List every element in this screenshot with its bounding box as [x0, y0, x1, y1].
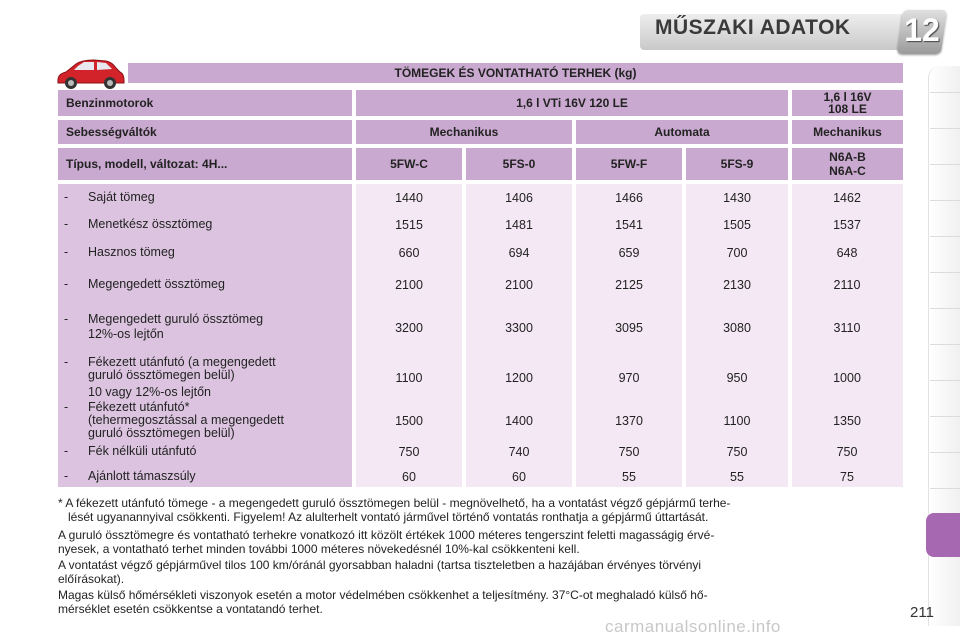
- row-dash: -: [64, 444, 69, 458]
- type-col-5-line2: N6A-C: [829, 164, 866, 178]
- page-title: MŰSZAKI ADATOK: [655, 16, 851, 39]
- chapter-tab[interactable]: [930, 236, 960, 257]
- table-cell: 750: [618, 445, 640, 459]
- row-label-2: (tehermegosztással a megengedett: [88, 413, 284, 427]
- table-cell: 1000: [833, 371, 861, 385]
- table-cell: 2100: [395, 278, 423, 292]
- row-dash: -: [64, 190, 69, 204]
- row-label-2: guruló össztömegen belül): [88, 368, 235, 382]
- type-label: Típus, modell, változat: 4H...: [58, 148, 352, 180]
- table-cell: 1100: [395, 371, 423, 385]
- table-cell: 2125: [615, 278, 643, 292]
- chapter-number: 12: [904, 12, 940, 48]
- row-label: Ajánlott támaszsúly: [88, 469, 196, 483]
- footnote-line: * A fékezett utánfutó tömege - a megengedett guruló össztömegen belül - megnövelhető, ha a vontatást végző gépjármű terhe-: [58, 496, 731, 510]
- row-label-3: guruló össztömegen belül): [88, 426, 235, 440]
- chapter-tab[interactable]: [930, 200, 960, 221]
- type-col-4: 5FS-9: [686, 148, 788, 180]
- table-title: TÖMEGEK ÉS VONTATHATÓ TERHEK (kg): [128, 63, 903, 83]
- chapter-tab-active[interactable]: [926, 513, 960, 557]
- table-cell: 1370: [615, 414, 643, 428]
- note-line: A vontatást végző gépjárművel tilos 100 km/óránál gyorsabban haladni (tartsa tiszteletben a hazájában érvényes törvényi: [58, 558, 702, 572]
- table-cell: 1541: [615, 218, 643, 232]
- table-cell: 659: [618, 246, 640, 260]
- table-cell: 750: [398, 445, 420, 459]
- table-cell: 60: [512, 470, 526, 484]
- table-cell: 3110: [833, 321, 861, 335]
- table-cell: 648: [836, 246, 858, 260]
- table-cell: 1200: [505, 371, 533, 385]
- table-cell: 75: [840, 470, 854, 484]
- note-line: nyesek, a vontatható terhet minden további 1000 méteres növekedésnél 10%-kal csökkenteni kell.: [58, 542, 580, 556]
- table-cell: 3200: [395, 321, 423, 335]
- chapter-tab[interactable]: [930, 380, 960, 401]
- table-cell: 55: [730, 470, 744, 484]
- table-cell: 750: [726, 445, 748, 459]
- table-cell: 1515: [395, 218, 423, 232]
- chapter-tab[interactable]: [930, 344, 960, 365]
- engine-alt-line2: 108 LE: [828, 102, 867, 116]
- row-dash: -: [64, 400, 69, 414]
- footnote-star: [58, 496, 903, 524]
- page-number: 211: [910, 604, 934, 621]
- note-paragraph-1: [58, 528, 903, 556]
- engine-alt-line1: 1,6 l 16V: [823, 90, 872, 104]
- table-cell: 1400: [505, 414, 533, 428]
- table-cell: 740: [508, 445, 530, 459]
- row-label: Menetkész össztömeg: [88, 217, 213, 231]
- engine-alt: [792, 90, 903, 116]
- row-label: Fék nélküli utánfutó: [88, 444, 197, 458]
- row-label: Megengedett guruló össztömeg: [88, 312, 264, 326]
- note-paragraph-3: [58, 588, 903, 616]
- chapter-tab[interactable]: [930, 128, 960, 149]
- table-cell: 60: [402, 470, 416, 484]
- table-cell: 970: [618, 371, 640, 385]
- chapter-tab[interactable]: [930, 272, 960, 293]
- row-label: Fékezett utánfutó*: [88, 400, 190, 414]
- type-col-1: 5FW-C: [356, 148, 462, 180]
- type-col-3: 5FW-F: [576, 148, 682, 180]
- footnote-line: lését ugyanannyival csökkenti. Figyelem! Az alulterhelt vontató járművel történő vontatás ronthatja a gépjármű úttartását.: [68, 510, 709, 524]
- table-cell: 1100: [723, 414, 751, 428]
- row-dash: -: [64, 469, 69, 483]
- table-cell: 2100: [505, 278, 533, 292]
- table-cell: 1406: [505, 191, 533, 205]
- row-label: Hasznos tömeg: [88, 245, 175, 259]
- chapter-tab[interactable]: [930, 416, 960, 437]
- chapter-tab[interactable]: [930, 164, 960, 185]
- table-cell: 3080: [723, 321, 751, 335]
- row-label: Megengedett össztömeg: [88, 277, 225, 291]
- chapter-tab[interactable]: [930, 488, 960, 509]
- type-col-5-line1: N6A-B: [829, 150, 866, 164]
- row-dash: -: [64, 217, 69, 231]
- table-cell: 3300: [505, 321, 533, 335]
- table-cell: 2110: [833, 278, 861, 292]
- watermark: carmanualsonline.info: [605, 617, 781, 636]
- gearbox-manual-2: Mechanikus: [792, 120, 903, 144]
- row-label: Fékezett utánfutó (a megengedett: [88, 355, 276, 369]
- note-line: A guruló össztömegre és vontatható terhekre vonatkozó itt közölt értékek 1000 méteres tengerszint feletti magasságig érvé-: [58, 528, 715, 542]
- table-cell: 1537: [833, 218, 861, 232]
- type-col-5: [792, 148, 903, 180]
- gearbox-auto: Automata: [576, 120, 788, 144]
- note-line: Magas külső hőmérsékleti viszonyok esetén a motor védelmében csökkenhet a teljesítmény. 37°C-ot meghaladó külső hő-: [58, 588, 708, 602]
- engine-main: 1,6 l VTi 16V 120 LE: [356, 90, 788, 116]
- table-cell: 3095: [615, 321, 643, 335]
- row-dash: -: [64, 355, 69, 369]
- table-cell: 660: [398, 246, 420, 260]
- table-cell: 1466: [615, 191, 643, 205]
- table-cell: 750: [836, 445, 858, 459]
- row-dash: -: [64, 277, 69, 291]
- table-cell: 2130: [723, 278, 751, 292]
- row-dash: -: [64, 312, 69, 326]
- table-cell: 1462: [833, 191, 861, 205]
- note-line: mérséklet esetén csökkentse a vontatandó terhet.: [58, 602, 323, 616]
- chapter-tab[interactable]: [930, 92, 960, 113]
- table-cell: 694: [508, 246, 530, 260]
- gearbox-manual: Mechanikus: [356, 120, 572, 144]
- row-sublabel: 12%-os lejtőn: [88, 327, 164, 341]
- gearbox-label: Sebességváltók: [58, 120, 352, 144]
- table-cell: 1500: [395, 414, 423, 428]
- table-cell: 1350: [833, 414, 861, 428]
- note-line: előírásokat).: [58, 572, 125, 586]
- chapter-tab[interactable]: [930, 452, 960, 473]
- engine-label: Benzinmotorok: [58, 90, 352, 116]
- chapter-tab[interactable]: [930, 308, 960, 329]
- table-cell: 1481: [505, 218, 533, 232]
- note-paragraph-2: [58, 558, 903, 586]
- row-sublabel: 10 vagy 12%-os lejtőn: [88, 385, 211, 399]
- row-dash: -: [64, 245, 69, 259]
- table-cell: 55: [622, 470, 636, 484]
- table-cell: 1440: [395, 191, 423, 205]
- table-cell: 700: [726, 246, 748, 260]
- table-cell: 950: [726, 371, 748, 385]
- car-icon: [54, 56, 126, 90]
- table-cell: 1505: [723, 218, 751, 232]
- type-col-2: 5FS-0: [466, 148, 572, 180]
- row-label: Saját tömeg: [88, 190, 155, 204]
- table-cell: 1430: [723, 191, 751, 205]
